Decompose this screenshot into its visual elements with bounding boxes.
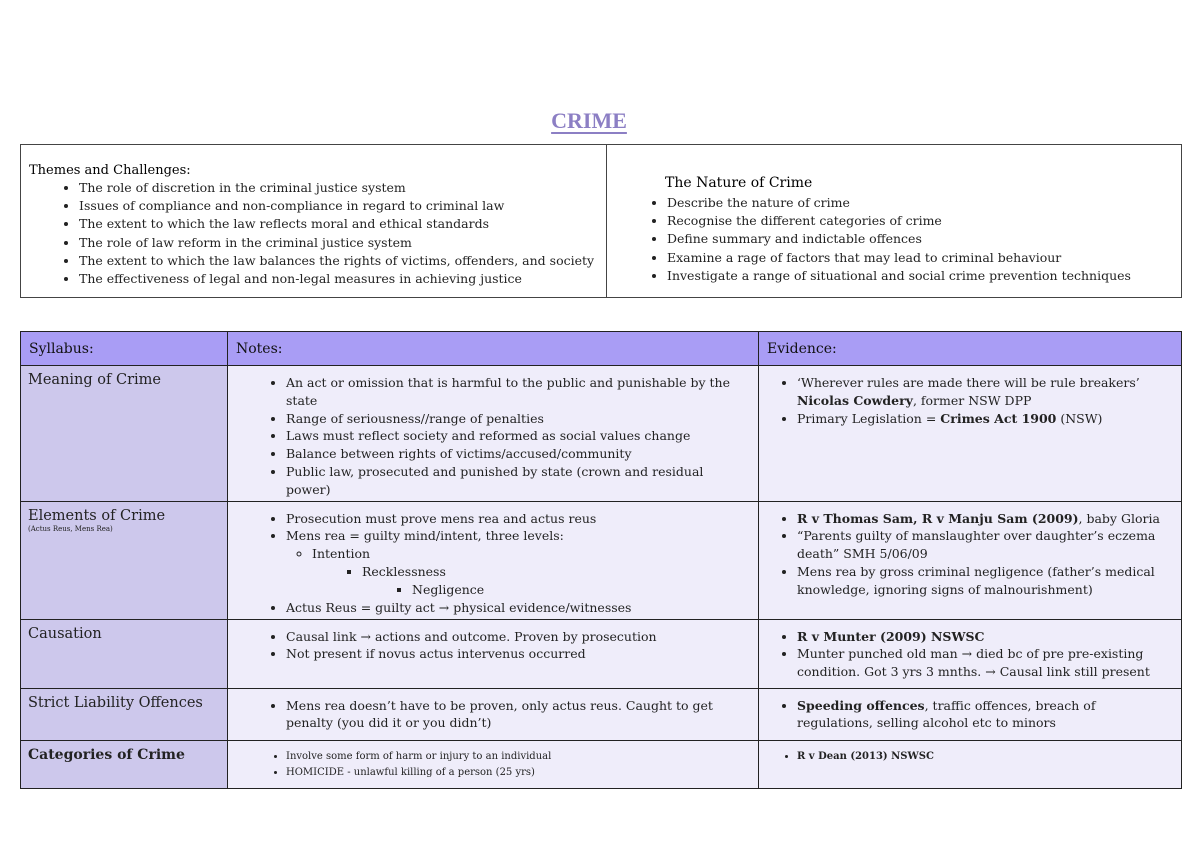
syllabus-label: Elements of Crime bbox=[28, 507, 166, 524]
list-item: • Causal link → actions and outcome. Proven by prosecution bbox=[286, 628, 750, 646]
list-item: • Recognise the different categories of crime bbox=[667, 212, 1173, 230]
list-item: • Define summary and indictable offences bbox=[667, 230, 1173, 248]
list-item: • The role of law reform in the criminal justice system bbox=[79, 234, 598, 252]
evidence-list bbox=[767, 697, 1173, 733]
evidence-list bbox=[767, 628, 1173, 681]
evidence-cell bbox=[759, 501, 1182, 619]
evidence-text: ‘Wherever rules are made there will be rule breakers’ bbox=[797, 375, 1140, 390]
syllabus-label: Strict Liability Offences bbox=[28, 694, 203, 711]
syllabus-cell bbox=[21, 366, 228, 502]
notes-cell bbox=[228, 619, 759, 688]
notes-list bbox=[236, 510, 750, 617]
themes-list bbox=[29, 179, 598, 288]
syllabus-table bbox=[20, 331, 1182, 789]
notes-list bbox=[236, 749, 750, 781]
list-item: • HOMICIDE - unlawful killing of a person (25 yrs) bbox=[286, 765, 750, 781]
notes-cell bbox=[228, 366, 759, 502]
evidence-text: , former NSW DPP bbox=[912, 392, 1032, 408]
list-item: • Laws must reflect society and reformed as social values change bbox=[286, 427, 750, 445]
list-item: • R v Dean (2013) NSWSC bbox=[797, 749, 1173, 765]
header-notes: Notes: bbox=[228, 332, 759, 366]
evidence-text: (NSW) bbox=[1056, 410, 1103, 426]
table-row bbox=[21, 619, 1182, 688]
list-item: • Mens rea by gross criminal negligence (father’s medical knowledge, ignoring signs of malnourishment) bbox=[797, 563, 1173, 599]
list-item-text: Recklessness bbox=[362, 563, 446, 579]
evidence-list bbox=[767, 749, 1173, 765]
evidence-bold: Crimes Act 1900 bbox=[940, 410, 1057, 426]
table-row bbox=[21, 688, 1182, 740]
list-item: ▪ Negligence bbox=[412, 581, 750, 599]
syllabus-label: Causation bbox=[28, 625, 102, 642]
list-item bbox=[312, 545, 750, 598]
themes-heading: Themes and Challenges: bbox=[29, 163, 191, 178]
list-item: • Actus Reus = guilty act → physical evidence/witnesses bbox=[286, 599, 750, 617]
evidence-list bbox=[767, 510, 1173, 599]
list-item: • Issues of compliance and non-compliance in regard to criminal law bbox=[79, 197, 598, 215]
syllabus-cell bbox=[21, 688, 228, 740]
evidence-bold: Speeding offences bbox=[797, 697, 925, 713]
syllabus-label: Categories of Crime bbox=[28, 746, 185, 763]
list-item: • Investigate a range of situational and social crime prevention techniques bbox=[667, 267, 1173, 285]
list-item: • Not present if novus actus intervenus occurred bbox=[286, 645, 750, 663]
list-item: • R v Munter (2009) NSWSC bbox=[797, 628, 1173, 646]
list-item: • The extent to which the law balances the rights of victims, offenders, and society bbox=[79, 252, 598, 270]
list-item: • Mens rea doesn’t have to be proven, only actus reus. Caught to get penalty (you did it or you didn’t) bbox=[286, 697, 750, 733]
sub-list bbox=[312, 563, 750, 599]
evidence-cell bbox=[759, 366, 1182, 502]
list-item: • The effectiveness of legal and non-legal measures in achieving justice bbox=[79, 270, 598, 288]
evidence-bold: R v Thomas Sam, R v Manju Sam (2009) bbox=[797, 510, 1079, 526]
list-item: • Examine a rage of factors that may lead to criminal behaviour bbox=[667, 249, 1173, 267]
list-item: • Munter punched old man → died bc of pre pre-existing condition. Got 3 yrs 3 mnths. → Causal link still present bbox=[797, 645, 1173, 681]
list-item: • Range of seriousness//range of penalties bbox=[286, 410, 750, 428]
notes-list bbox=[236, 628, 750, 664]
nature-heading: The Nature of Crime bbox=[665, 175, 813, 191]
list-item: • Prosecution must prove mens rea and actus reus bbox=[286, 510, 750, 528]
table-header-row bbox=[21, 332, 1182, 366]
list-item-text: Intention bbox=[312, 546, 371, 562]
page-title: CRIME bbox=[551, 108, 627, 133]
evidence-list bbox=[767, 374, 1173, 427]
evidence-text: Primary Legislation = bbox=[797, 410, 941, 426]
list-item: • Describe the nature of crime bbox=[667, 194, 1173, 212]
evidence-text: , traffic offences, breach of regulations, selling alcohol etc to minors bbox=[797, 697, 1096, 731]
list-item: • “Parents guilty of manslaughter over daughter’s eczema death” SMH 5/06/09 bbox=[797, 527, 1173, 563]
notes-list bbox=[236, 374, 750, 499]
list-item bbox=[362, 563, 750, 599]
notes-cell bbox=[228, 501, 759, 619]
page-title-wrap bbox=[0, 108, 1200, 134]
list-item bbox=[797, 510, 1173, 528]
list-item-text: Mens rea = guilty mind/intent, three levels: bbox=[286, 528, 564, 544]
table-row bbox=[21, 366, 1182, 502]
list-item: • Public law, prosecuted and punished by state (crown and residual power) bbox=[286, 463, 750, 499]
notes-cell bbox=[228, 688, 759, 740]
notes-list bbox=[236, 697, 750, 733]
themes-panel bbox=[21, 145, 607, 297]
list-item bbox=[797, 410, 1173, 428]
syllabus-sublabel: (Actus Reus, Mens Rea) bbox=[28, 524, 113, 533]
list-item bbox=[286, 527, 750, 598]
overview-box bbox=[20, 144, 1182, 298]
evidence-bold: Nicolas Cowdery bbox=[797, 392, 913, 408]
syllabus-label: Meaning of Crime bbox=[28, 372, 161, 388]
syllabus-cell bbox=[21, 501, 228, 619]
table-row bbox=[21, 501, 1182, 619]
evidence-cell bbox=[759, 619, 1182, 688]
list-item: • The role of discretion in the criminal justice system bbox=[79, 179, 598, 197]
list-item: • The extent to which the law reflects moral and ethical standards bbox=[79, 215, 598, 233]
table-row bbox=[21, 740, 1182, 788]
sub-list bbox=[362, 581, 750, 599]
list-item bbox=[797, 374, 1173, 410]
syllabus-cell bbox=[21, 619, 228, 688]
evidence-cell bbox=[759, 740, 1182, 788]
header-evidence: Evidence: bbox=[759, 332, 1182, 366]
list-item: • Involve some form of harm or injury to an individual bbox=[286, 749, 750, 765]
header-syllabus: Syllabus: bbox=[21, 332, 228, 366]
list-item bbox=[797, 697, 1173, 733]
evidence-cell bbox=[759, 688, 1182, 740]
list-item: • Balance between rights of victims/accused/community bbox=[286, 445, 750, 463]
syllabus-cell bbox=[21, 740, 228, 788]
sub-list bbox=[286, 545, 750, 598]
nature-list bbox=[637, 194, 1173, 285]
evidence-text: , baby Gloria bbox=[1078, 510, 1160, 526]
notes-cell bbox=[228, 740, 759, 788]
list-item: • An act or omission that is harmful to the public and punishable by the state bbox=[286, 374, 750, 410]
nature-panel bbox=[607, 145, 1181, 297]
